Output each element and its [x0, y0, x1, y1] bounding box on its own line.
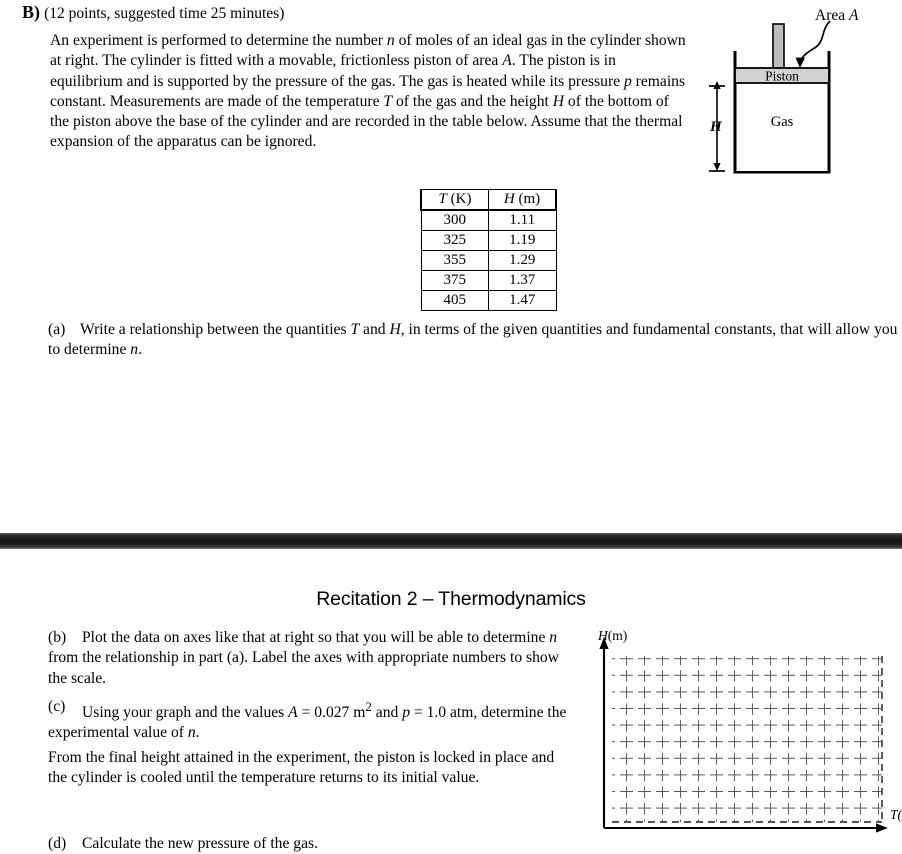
intro-paragraph: An experiment is performed to determine the number n of moles of an ideal gas in the cylinder shown at right. The cylinder is fitted with a movable, frictionless piston of area A. The piston is in equilibrium and is supported by the pressure of the gas. The gas is heated while its pressure p remains constant. Measurements are made of the temperature T of the gas and the height H of the bottom of the piston above the base of the cylinder and are recorded in the table below. Assume that the thermal expansion of the apparatus can be ignored.	[50, 32, 686, 151]
part-a-label: (a)	[48, 321, 66, 338]
x-axis-arrowhead-icon	[876, 823, 888, 832]
question-part-c	[48, 697, 568, 744]
graph-x-axis-label: T(	[890, 807, 902, 822]
gas-label: Gas	[770, 114, 794, 130]
measurement-table	[420, 189, 557, 311]
interlude-paragraph	[48, 748, 568, 789]
cell-temperature: 355	[421, 251, 489, 271]
problem-label: B)	[22, 2, 40, 22]
table-row	[421, 251, 556, 271]
column-header-height: H (m)	[489, 190, 557, 211]
y-axis	[599, 637, 608, 828]
blank-graph-grid	[590, 625, 902, 852]
cell-height: 1.47	[489, 291, 557, 311]
problem-points: (12 points, suggested time 25 minutes)	[44, 5, 285, 22]
height-label: H	[710, 119, 722, 135]
question-part-a	[48, 320, 898, 361]
cell-temperature: 375	[421, 271, 489, 291]
column-header-temperature: T (K)	[421, 190, 489, 211]
area-a-arrowhead-icon	[796, 58, 806, 69]
page-separator-band	[0, 533, 902, 549]
cylinder-piston-diagram	[700, 0, 902, 190]
table-row	[421, 231, 556, 251]
part-d-text: Calculate the new pressure of the gas.	[82, 835, 318, 852]
graph-y-axis-label: H(m)	[598, 628, 628, 643]
cell-temperature: 405	[421, 291, 489, 311]
cell-temperature: 325	[421, 231, 489, 251]
table-row	[421, 210, 556, 231]
grid-area	[612, 656, 882, 822]
x-axis	[604, 823, 888, 832]
piston-label: Piston	[765, 68, 799, 84]
cell-height: 1.11	[489, 210, 557, 231]
page-title: Recitation 2 – Thermodynamics	[316, 588, 586, 610]
table-header-row	[421, 190, 556, 211]
part-a-text: Write a relationship between the quantities T and H, in terms of the given quantities and fundamental constants, that will allow you to determine n.	[48, 321, 898, 359]
cell-temperature: 300	[421, 210, 489, 231]
interlude-text: From the final height attained in the experiment, the piston is locked in place and the cylinder is cooled until the temperature returns to its initial value.	[48, 749, 555, 787]
part-d-label: (d)	[48, 835, 67, 852]
cell-height: 1.19	[489, 231, 557, 251]
problem-heading	[22, 2, 284, 23]
area-a-pointer-icon	[801, 21, 830, 60]
part-b-label: (b)	[48, 629, 67, 646]
part-b-text: Plot the data on axes like that at right so that you will be able to determine n from the relationship in part (a). Label the axes with appropriate numbers to show the scale.	[48, 629, 559, 687]
part-c-text: Using your graph and the values A = 0.027 $m^2$ and p = 1.0 atm, determine the experimental value of n.	[48, 699, 567, 742]
cell-height: 1.37	[489, 271, 557, 291]
question-part-b	[48, 628, 568, 689]
part-c-label: (c)	[48, 698, 66, 715]
cell-height: 1.29	[489, 251, 557, 271]
table-row	[421, 271, 556, 291]
piston-rod-icon	[773, 24, 784, 72]
page-two	[0, 549, 902, 852]
table-row	[421, 291, 556, 311]
question-part-d	[48, 834, 568, 854]
area-a-label: Area A	[815, 7, 859, 24]
